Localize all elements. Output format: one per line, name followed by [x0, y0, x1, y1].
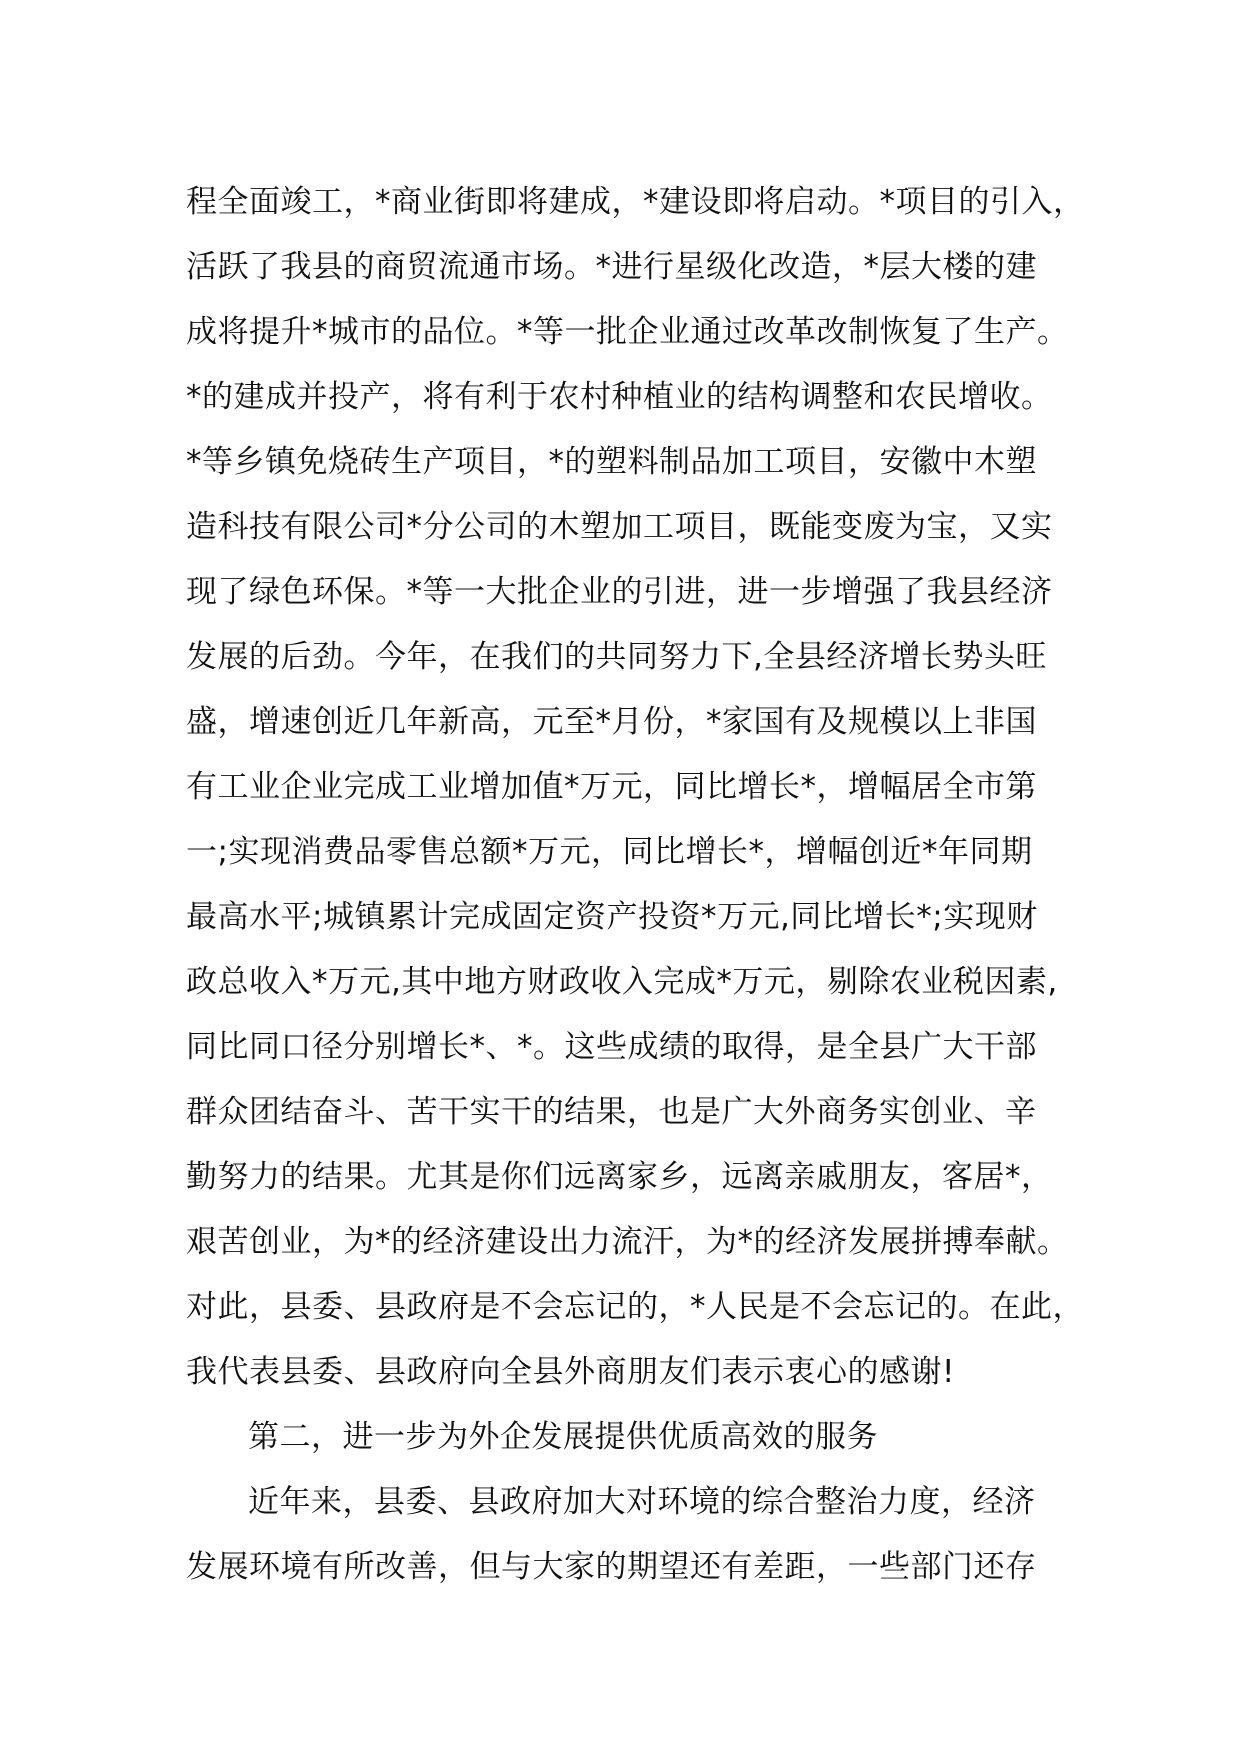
text-line: 政总收入*万元,其中地方财政收入完成*万元，剔除农业税因素,: [186, 964, 1058, 1000]
text-line: 发展环境有所改善，但与大家的期望还有差距，一些部门还存: [186, 1549, 1037, 1585]
text-line: 一;实现消费品零售总额*万元，同比增长*，增幅创近*年同期: [186, 834, 1033, 870]
text-line: *的建成并投产，将有利于农村种植业的结构调整和农民增收。: [186, 379, 1053, 415]
text-line: 同比同口径分别增长*、*。这些成绩的取得，是全县广大干部: [186, 1029, 1037, 1065]
text-line: 盛，增速创近几年新高，元至*月份，*家国有及规模以上非国: [186, 704, 1037, 740]
text-line: 发展的后劲。今年，在我们的共同努力下,全县经济增长势头旺: [186, 639, 1047, 675]
text-line: 程全面竣工，*商业街即将建成，*建设即将启动。*项目的引入，: [186, 184, 1085, 220]
section-heading: 第二，进一步为外企发展提供优质高效的服务: [248, 1419, 878, 1455]
text-line: 我代表县委、县政府向全县外商朋友们表示衷心的感谢!: [186, 1354, 955, 1390]
text-line: 群众团结奋斗、苦干实干的结果，也是广大外商务实创业、辛: [186, 1094, 1037, 1130]
text-line: 造科技有限公司*分公司的木塑加工项目，既能变废为宝，又实: [186, 509, 1053, 545]
text-line: 现了绿色环保。*等一大批企业的引进，进一步增强了我县经济: [186, 574, 1053, 610]
text-line: 有工业企业完成工业增加值*万元，同比增长*，增幅居全市第: [186, 769, 1037, 805]
text-line: 最高水平;城镇累计完成固定资产投资*万元,同比增长*;实现财: [186, 899, 1038, 935]
text-line: 活跃了我县的商贸流通市场。*进行星级化改造，*层大楼的建: [186, 249, 1037, 285]
text-line: 对此，县委、县政府是不会忘记的，*人民是不会忘记的。在此，: [186, 1289, 1084, 1325]
text-line: 成将提升*城市的品位。*等一批企业通过改革改制恢复了生产。: [186, 314, 1069, 350]
text-line: *等乡镇免烧砖生产项目，*的塑料制品加工项目，安徽中木塑: [186, 444, 1037, 480]
document-body: [186, 170, 1085, 1600]
paragraph-start-line: 近年来，县委、县政府加大对环境的综合整治力度，经济: [248, 1484, 1036, 1520]
text-line: 勤努力的结果。尤其是你们远离家乡，远离亲戚朋友，客居*，: [186, 1159, 1053, 1195]
text-line: 艰苦创业，为*的经济建设出力流汗，为*的经济发展拼搏奉献。: [186, 1224, 1069, 1260]
